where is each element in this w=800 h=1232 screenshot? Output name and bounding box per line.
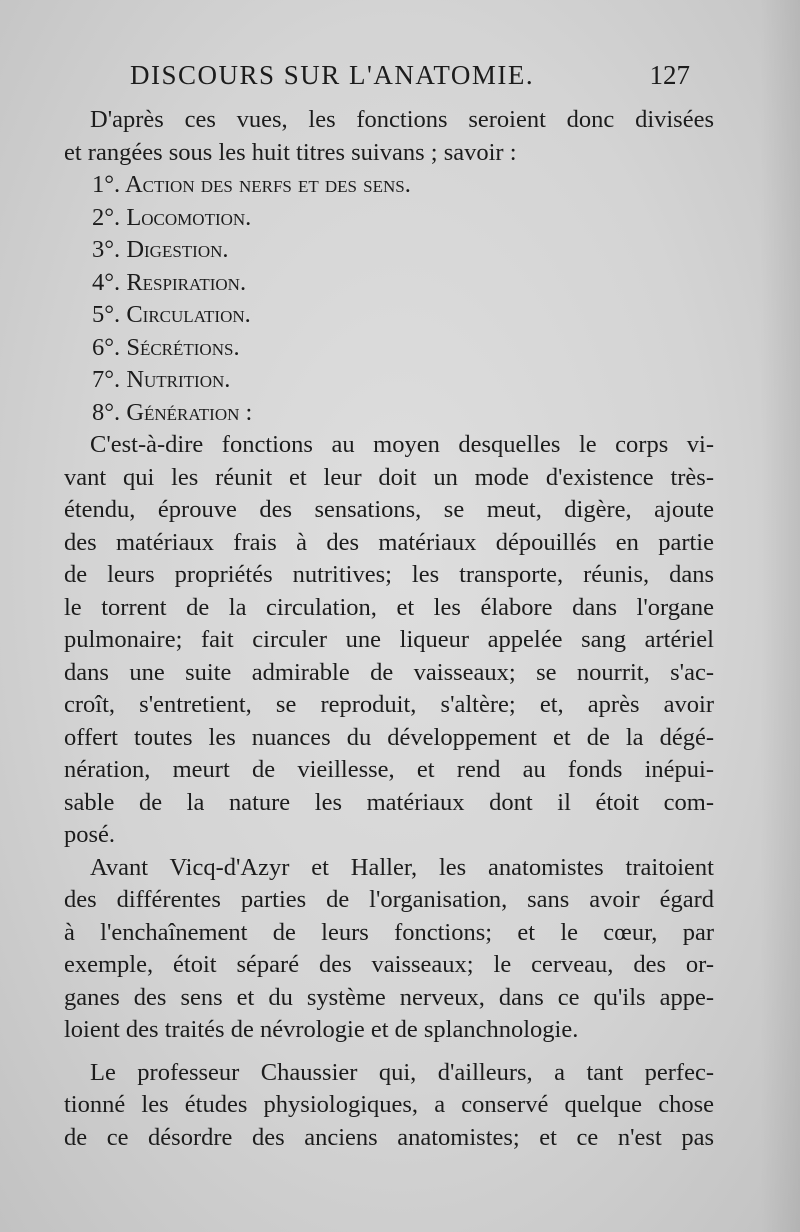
text-line: à l'enchaînement de leurs fonctions; et le cœur, par xyxy=(64,918,714,946)
page-number: 127 xyxy=(649,60,690,90)
list-label: Sécrétions. xyxy=(126,333,240,361)
text-line: le torrent de la circulation, et les élabore dans l'organe xyxy=(64,593,714,621)
list-label: Locomotion. xyxy=(126,203,252,231)
page-header xyxy=(130,60,690,100)
text-line: vant qui les réunit et leur doit un mode d'existence très- xyxy=(64,463,714,491)
text-line: des matériaux frais à des matériaux dépouillés en partie xyxy=(64,528,714,556)
text-line: ganes des sens et du système nerveux, dans ce qu'ils appe- xyxy=(64,983,714,1011)
text-line: sable de la nature les matériaux dont il étoit com- xyxy=(64,788,714,816)
list-item xyxy=(92,202,714,235)
text-line: des différentes parties de l'organisation, sans avoir égard xyxy=(64,886,714,913)
function-list xyxy=(64,169,714,429)
list-number: 2°. xyxy=(92,203,121,231)
list-number: 5°. xyxy=(92,301,121,328)
text-line: loient des traités de névrologie et de splanchnologie. xyxy=(64,1016,579,1043)
list-item xyxy=(92,299,714,332)
running-title: DISCOURS SUR L'ANATOMIE. xyxy=(130,60,535,90)
list-label: Nutrition. xyxy=(126,366,231,393)
text-line: posé. xyxy=(64,821,116,848)
text-line: de leurs propriétés nutritives; les transporte, réunis, dans xyxy=(64,561,714,588)
text-line: D'après ces vues, les fonctions seroient donc divisées xyxy=(90,106,714,133)
body-text xyxy=(64,104,714,1154)
text-line: pulmonaire; fait circuler une liqueur appelée sang artériel xyxy=(64,626,714,653)
text-line: et rangées sous les huit titres suivans ; savoir : xyxy=(64,138,517,166)
list-label: Action des nerfs et des sens. xyxy=(124,171,411,198)
text-line: offert toutes les nuances du développement et de la dégé- xyxy=(64,723,714,751)
text-line: Avant Vicq-d'Azyr et Haller, les anatomistes traitoient xyxy=(90,853,714,881)
list-number: 3°. xyxy=(92,236,121,263)
text-line: Le professeur Chaussier qui, d'ailleurs, a tant perfec- xyxy=(90,1058,714,1086)
list-number: 6°. xyxy=(92,333,121,361)
list-label: Respiration. xyxy=(126,268,247,296)
list-number: 1°. xyxy=(92,171,121,198)
list-item xyxy=(92,364,714,397)
list-item xyxy=(92,267,714,300)
list-item xyxy=(92,332,714,365)
list-label: Génération : xyxy=(126,398,253,426)
page-edge-shadow xyxy=(760,0,800,1232)
list-number: 8°. xyxy=(92,398,121,426)
paragraph-gap xyxy=(64,1047,714,1057)
text-line: croît, s'entretient, se reproduit, s'altère; et, après avoir xyxy=(64,691,714,718)
text-line: de ce désordre des anciens anatomistes; et ce n'est pas xyxy=(64,1123,714,1151)
list-number: 7°. xyxy=(92,366,121,393)
text-line: dans une suite admirable de vaisseaux; se nourrit, s'ac- xyxy=(64,658,714,686)
list-label: Digestion. xyxy=(126,236,229,263)
list-item xyxy=(92,397,714,430)
list-item xyxy=(92,234,714,267)
list-item xyxy=(92,169,714,202)
text-line: étendu, éprouve des sensations, se meut, digère, ajoute xyxy=(64,496,714,523)
text-line: tionné les études physiologiques, a conservé quelque chose xyxy=(64,1091,714,1118)
text-line: exemple, étoit séparé des vaisseaux; le cerveau, des or- xyxy=(64,951,714,978)
text-line: C'est-à-dire fonctions au moyen desquelles le corps vi- xyxy=(90,431,714,458)
list-label: Circulation. xyxy=(126,301,251,328)
text-line: nération, meurt de vieillesse, et rend au fonds inépui- xyxy=(64,756,714,783)
list-number: 4°. xyxy=(92,268,121,296)
